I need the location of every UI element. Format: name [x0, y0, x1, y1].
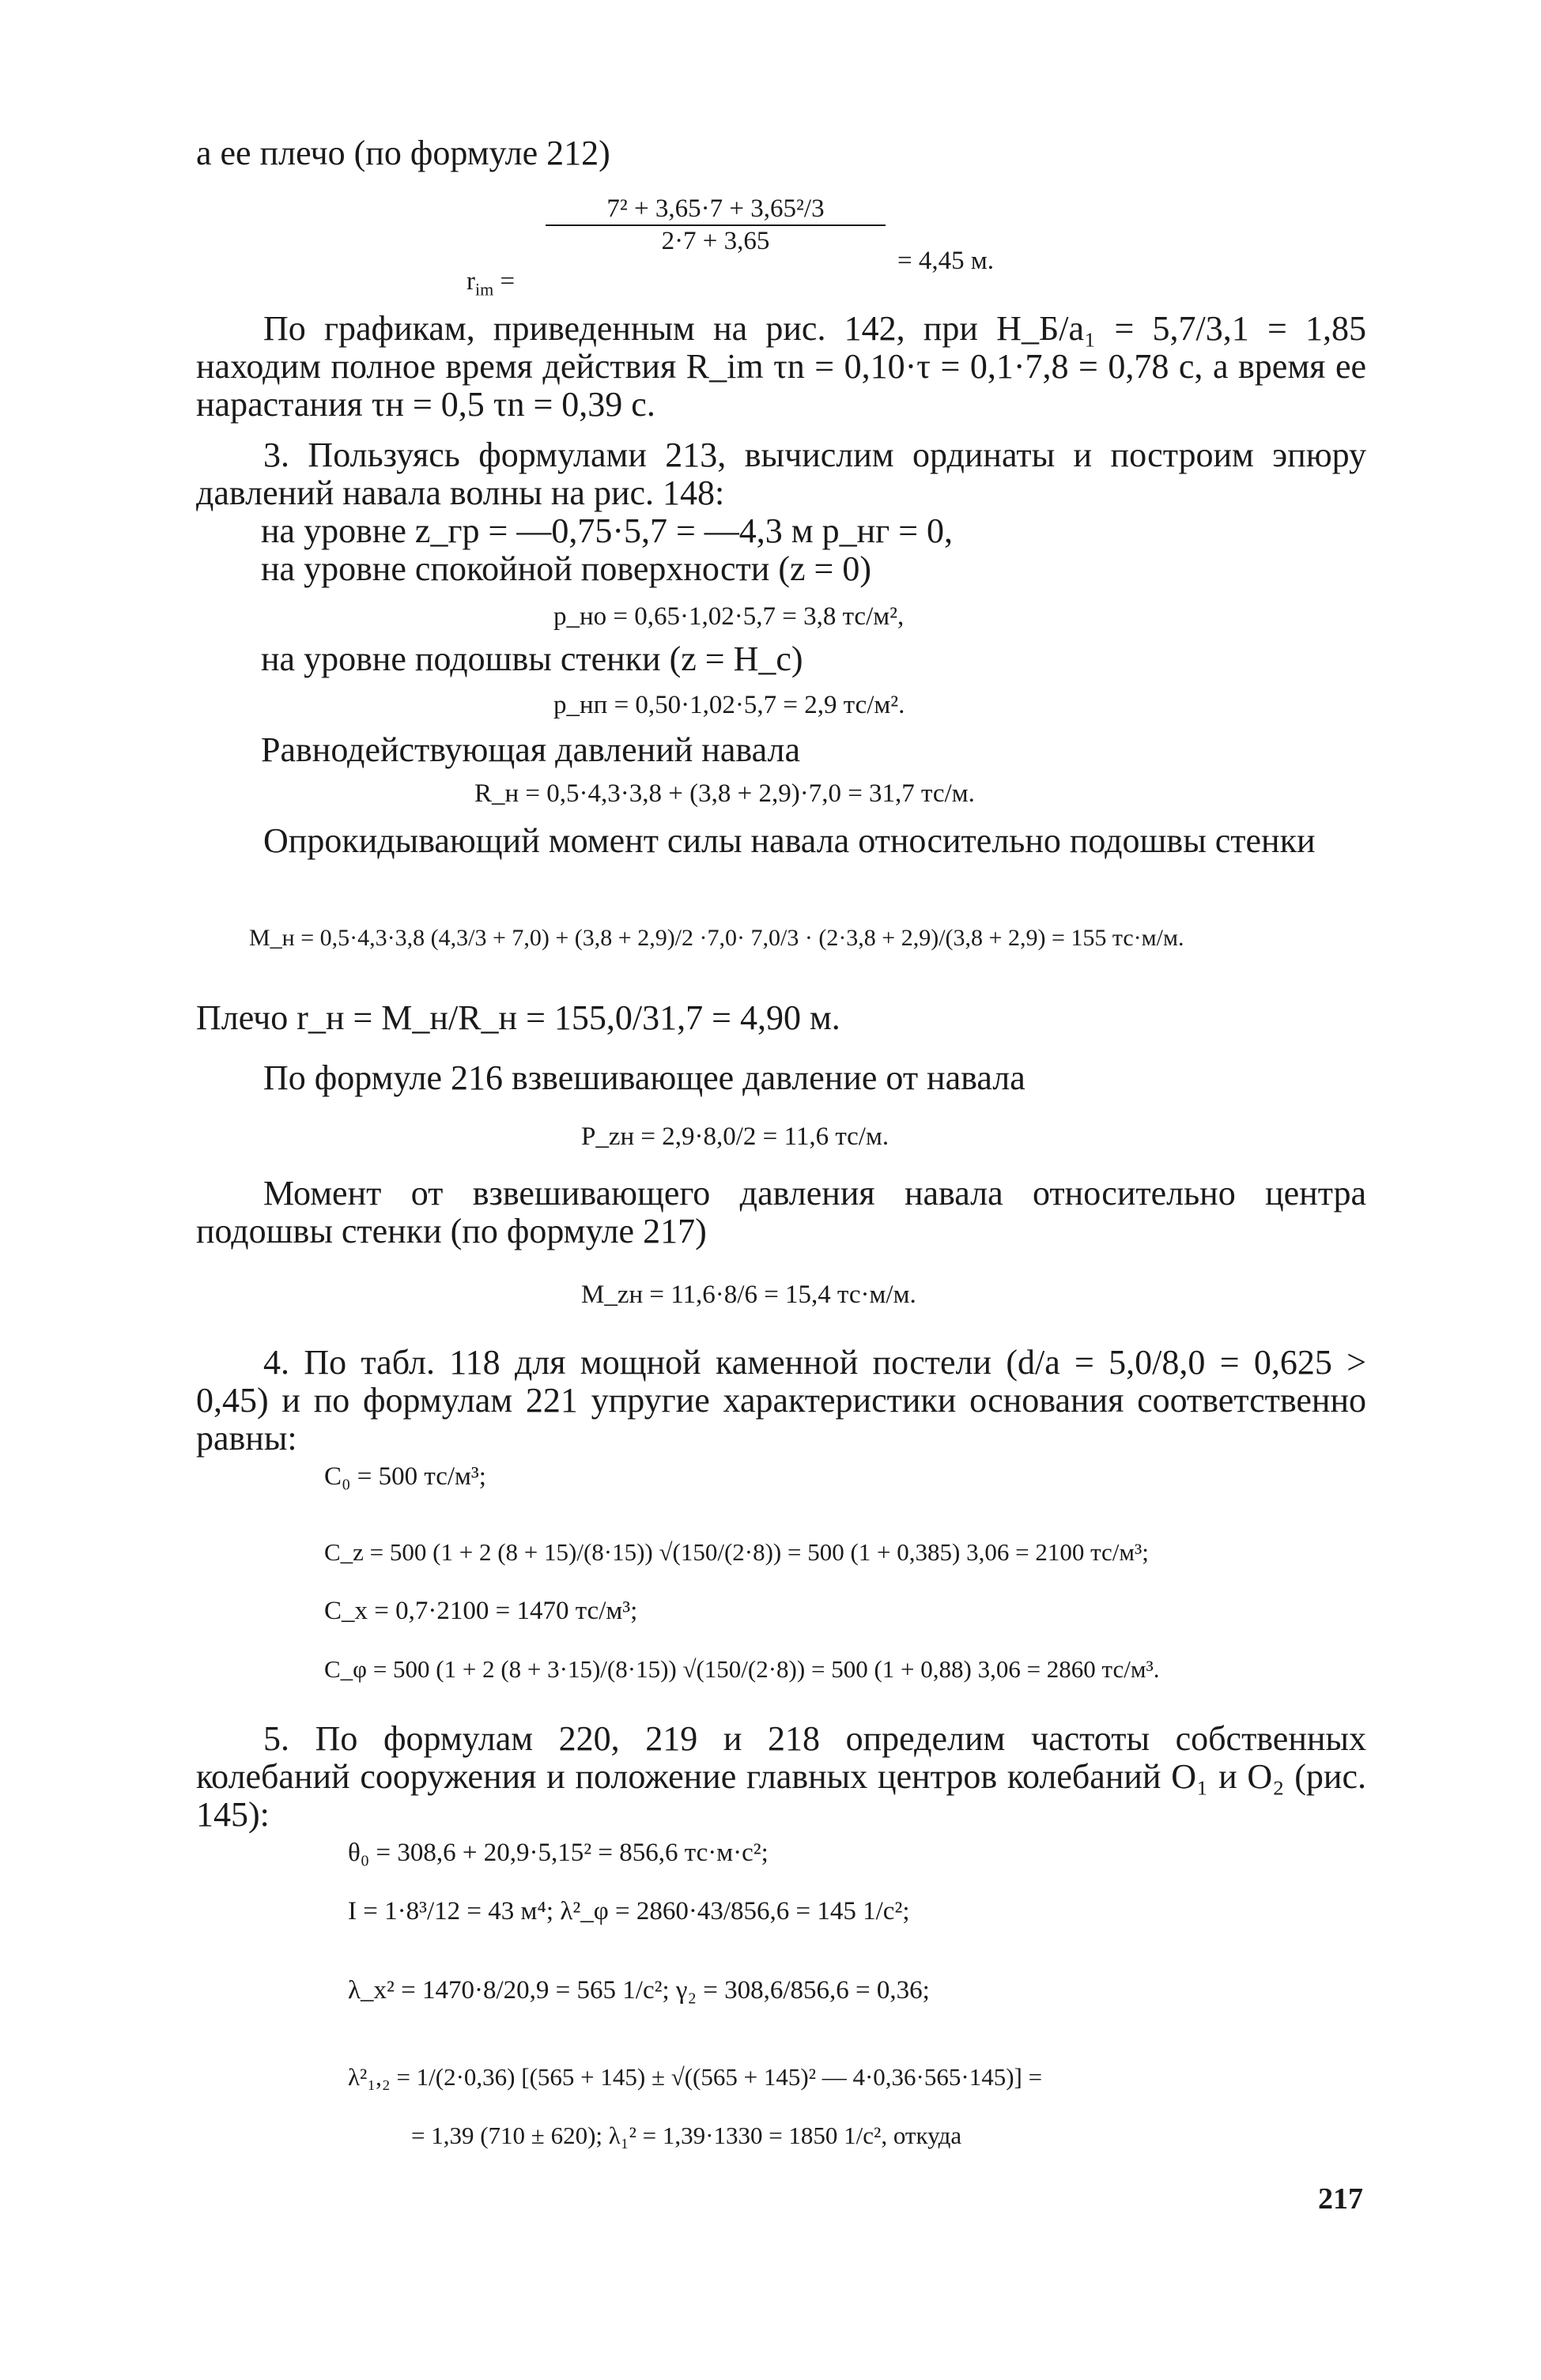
- text-line: Равнодействующая давлений навала: [261, 730, 800, 769]
- equation-l12b: = 1,39 (710 ± 620); λ₁² = 1,39·1330 = 1850 1/с², откуда: [411, 2122, 962, 2149]
- text-line: на уровне спокойной поверхности (z = 0): [261, 549, 871, 588]
- paragraph: Опрокидывающий момент силы навала относительно подошвы стенки: [263, 821, 1316, 860]
- equation-pno: p_но = 0,65·1,02·5,7 = 3,8 тс/м²,: [553, 602, 905, 631]
- equation-pnp: p_нп = 0,50·1,02·5,7 = 2,9 тс/м².: [553, 691, 905, 719]
- equation-plecho: Плечо r_н = M_н/R_н = 155,0/31,7 = 4,90 м.: [196, 998, 840, 1037]
- equation-cz: C_z = 500 (1 + 2 (8 + 15)/(8·15)) √(150/(2·8)) = 500 (1 + 0,385) 3,06 = 2100 тс/м³;: [324, 1538, 1149, 1566]
- equation-theta: θ₀ = 308,6 + 20,9·5,15² = 856,6 тс·м·с²;: [348, 1839, 769, 1867]
- equation-cphi: C_φ = 500 (1 + 2 (8 + 3·15)/(8·15)) √(150/(2·8)) = 500 (1 + 0,88) 3,06 = 2860 тс/м³.: [324, 1655, 1160, 1683]
- paragraph: По формуле 216 взвешивающее давление от навала: [263, 1058, 1025, 1097]
- paragraph: 4. По табл. 118 для мощной каменной постели (d/a = 5,0/8,0 = 0,625 > 0,45) и по формулам 221 упругие характеристики основания соответственно равны:: [196, 1343, 1366, 1458]
- equation-lx: λ_x² = 1470·8/20,9 = 565 1/с²; γ₂ = 308,6/856,6 = 0,36;: [348, 1976, 930, 2005]
- eq-rim-rhs: = 4,45 м.: [897, 247, 994, 275]
- paragraph: Момент от взвешивающего давления навала относительно центра подошвы стенки (по формуле 217): [196, 1174, 1366, 1250]
- equation-mzn: M_zн = 11,6·8/6 = 15,4 тс·м/м.: [581, 1281, 916, 1309]
- text-line: на уровне z_гр = —0,75·5,7 = —4,3 м p_нг = 0,: [261, 511, 954, 550]
- paragraph: 3. Пользуясь формулами 213, вычислим ординаты и построим эпюру давлений навала волны на рис. 148:: [196, 436, 1366, 512]
- equation-c0: C₀ = 500 тс/м³;: [324, 1462, 486, 1491]
- equation-I: I = 1·8³/12 = 43 м⁴; λ²_φ = 2860·43/856,6 = 145 1/с²;: [348, 1897, 910, 1925]
- equation-l12: λ²₁,₂ = 1/(2·0,36) [(565 + 145) ± √((565 + 145)² — 4·0,36·565·145)] =: [348, 2063, 1043, 2091]
- equation-cx: C_x = 0,7·2100 = 1470 тс/м³;: [324, 1597, 638, 1625]
- equation-mn: M_н = 0,5·4,3·3,8 (4,3/3 + 7,0) + (3,8 + 2,9)/2 ·7,0· 7,0/3 · (2·3,8 + 2,9)/(3,8 + 2,9) = 155 тс·м/м.: [249, 925, 1184, 951]
- text-line: а ее плечо (по формуле 212): [196, 134, 610, 172]
- text-line: на уровне подошвы стенки (z = H_c): [261, 639, 803, 678]
- eq-rim-denominator: 2·7 + 3,65: [661, 227, 770, 255]
- eq-rim-lhs: $r_{im}$ =: [466, 267, 516, 300]
- page-number: 217: [1318, 2182, 1363, 2216]
- eq-rim-numerator: 7² + 3,65·7 + 3,65²/3: [606, 194, 825, 223]
- eq-rim-fraction: [546, 196, 886, 255]
- eq-rim-sub: im: [475, 279, 494, 300]
- paragraph: По графикам, приведенным на рис. 142, при H_Б/a₁ = 5,7/3,1 = 1,85 находим полное время действия R_im τn = 0,10·τ = 0,1·7,8 = 0,78 с, а время ее нарастания τн = 0,5 τn = 0,39 с.: [196, 309, 1366, 424]
- equation-rn: R_н = 0,5·4,3·3,8 + (3,8 + 2,9)·7,0 = 31,7 тс/м.: [474, 779, 975, 808]
- paragraph: 5. По формулам 220, 219 и 218 определим частоты собственных колебаний сооружения и положение главных центров колебаний O₁ и O₂ (рис. 145):: [196, 1719, 1366, 1834]
- equation-pzn: P_zн = 2,9·8,0/2 = 11,6 тс/м.: [581, 1122, 889, 1151]
